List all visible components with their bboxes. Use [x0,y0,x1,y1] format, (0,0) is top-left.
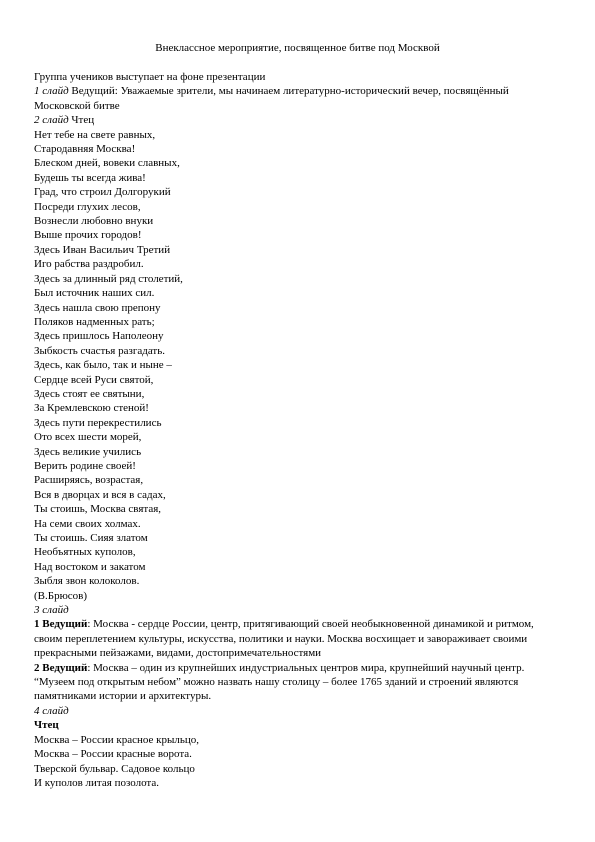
poem-line: Нет тебе на свете равных, [34,128,156,141]
document-title: Внеклассное мероприятие, посвященное битве под Москвой [155,42,440,54]
poem-line: Ты стоишь, Москва святая, [34,503,162,516]
poem-line: Вознесли любовно внуки [34,215,154,228]
slide-4-label: 4 слайд [34,704,69,717]
poem-line: (В.Брюсов) [34,589,88,602]
slide-2-line [34,113,564,127]
poem-line: На семи своих холмах. [34,517,141,530]
poem-line: Ты стоишь. Сияя златом [34,532,148,544]
poem-line: За Кремлевскою стеной! [34,402,149,415]
host-1-paragraph [34,617,564,660]
slide-1-line [34,84,564,98]
poem-line: Сердце всей Руси святой, [34,373,154,386]
poem-line: Будешь ты всегда жива! [34,171,146,184]
poem-line: Град, что строил Долгорукий [34,186,171,199]
poem-line: Расширяясь, возрастая, [34,474,144,487]
poem-line: Зыбля звон колоколов. [34,575,140,588]
poem-line: Здесь, как было, так и ныне – [34,359,172,372]
poem-line: Выше прочих городов! [34,229,142,242]
poem-line: Необъятных куполов, [34,546,136,559]
slide-3-label: 3 слайд [34,604,69,617]
poem-line: Стародавняя Москва! [34,143,136,156]
poem-line: Поляков надменных рать; [34,315,155,328]
poem-line: Здесь нашла свою препону [34,301,161,314]
poem-line: Верить родине своей! [34,459,136,472]
host-2-paragraph [34,661,564,704]
poem-line: Был источник наших сил. [34,287,155,300]
slide-2-label: 2 слайд [34,114,69,127]
poem-line: Посреди глухих лесов, [34,200,141,213]
poem-line: Над востоком и закатом [34,560,146,573]
poem-line: И куполов литая позолота. [34,776,160,789]
poem-2 [34,733,564,791]
slide-1-text: Ведущий: Уважаемые зрители, мы начинаем литературно-исторический вечер, посвящённый [68,85,509,98]
poem-line: Здесь стоят ее святыни, [34,387,145,400]
poem-line: Ото всех шести морей, [34,431,142,444]
intro-line: Группа учеников выступает на фоне презентации [34,71,266,83]
poem-line: Здесь пришлось Наполеону [34,330,164,343]
poem-line: Здесь Иван Васильич Третий [34,243,171,256]
slide-2-speaker: Чтец [68,114,95,127]
poem-line: Здесь пути перекрестились [34,416,162,429]
slide-1-label: 1 слайд [34,85,69,98]
host-1-text: : Москва - сердце России, центр, притягивающий своей необыкновенной динамикой и ритмом, своим переплетением культуры, искусства, политики и науки. Москва восхищает и завораживает своими прекрасными пейзажами, видами, достопримечательностями [34,618,534,660]
poem-line: Блеском дней, вовеки славных, [34,157,180,170]
poem-line: Зыбкость счастья разгадать. [34,344,165,357]
host-2-label: 2 Ведущий [34,661,88,674]
poem-line: Здесь за длинный ряд столетий, [34,272,183,285]
poem-1 [34,128,564,603]
poem-line: Тверской бульвар. Садовое кольцо [34,762,195,775]
poem-line: Здесь великие учились [34,445,142,458]
poem-line: Москва – России красное крыльцо, [34,733,199,746]
poem-line: Москва – России красные ворота. [34,748,192,761]
document-body [34,70,564,790]
poem-line: Иго рабства раздробил. [34,258,144,271]
slide-1-text-cont: Московской битве [34,99,120,112]
slide-4-speaker: Чтец [34,719,59,732]
host-2-text: : Москва – один из крупнейших индустриальных центров мира, крупнейший научный центр. “Музеем под открытым небом” можно назвать нашу столицу – более 1765 зданий и строений являются памятниками истории и архитектуры. [34,661,525,703]
host-1-label: 1 Ведущий [34,618,88,631]
poem-line: Вся в дворцах и вся в садах, [34,488,166,501]
